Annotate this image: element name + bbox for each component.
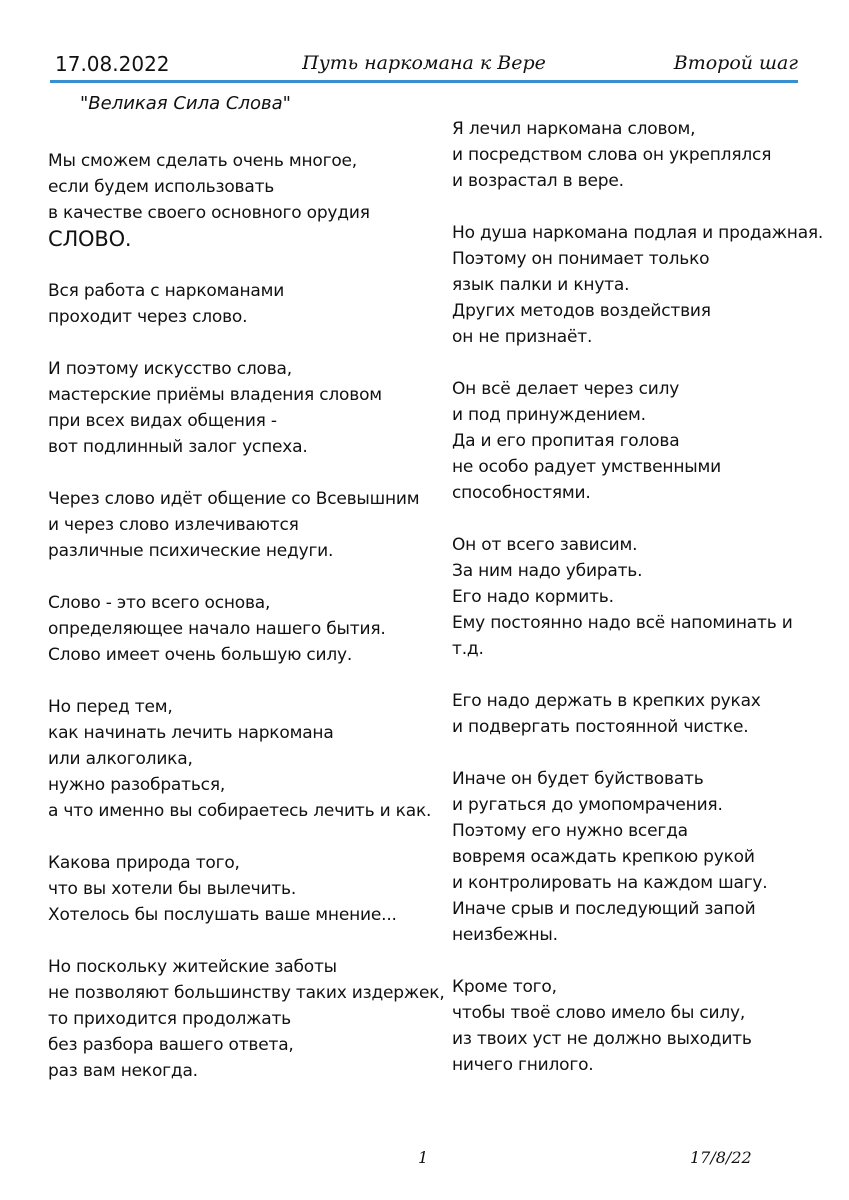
text-line: как начинать лечить наркомана — [48, 723, 334, 743]
text-line: не позволяют большинству таких издержек, — [48, 983, 445, 1003]
text-line: и контролировать на каждом шагу. — [452, 873, 768, 893]
paragraph — [452, 220, 824, 350]
header-date: 17.08.2022 — [55, 52, 170, 76]
text-line: и ругаться до умопомрачения. — [452, 795, 723, 815]
left-column — [48, 148, 445, 1110]
text-line: и через слово излечиваются — [48, 515, 299, 535]
text-line: Но поскольку житейские заботы — [48, 957, 337, 977]
text-line: и под принуждением. — [452, 405, 646, 425]
text-line: и возрастал в вере. — [452, 171, 624, 191]
text-line: то приходится продолжать — [48, 1009, 291, 1029]
text-line: или алкоголика, — [48, 749, 193, 769]
text-line: проходит через слово. — [48, 307, 248, 327]
text-line: и подвергать постоянной чистке. — [452, 717, 749, 737]
paragraph — [452, 376, 812, 506]
paragraph — [48, 278, 433, 330]
text-line: Я лечил наркомана словом, — [452, 119, 696, 139]
text-line: Иначе срыв и последующий запой — [452, 899, 756, 919]
text-line: Слово - это всего основа, — [48, 593, 271, 613]
text-line: Кроме того, — [452, 977, 557, 997]
text-line: а что именно вы собираетесь лечить и как. — [48, 801, 432, 821]
text-line: Мы сможем сделать очень многое, — [48, 151, 358, 171]
paragraph — [452, 532, 812, 662]
paragraph — [48, 486, 433, 564]
text-line: За ним надо убирать. — [452, 561, 643, 581]
text-line: Через слово идёт общение со Всевышним — [48, 489, 420, 509]
text-line: в качестве своего основного орудия — [48, 203, 370, 223]
paragraph — [48, 954, 445, 1084]
text-line: без разбора вашего ответа, — [48, 1035, 294, 1055]
text-line: способностями. — [452, 483, 591, 503]
text-line: СЛОВО. — [48, 227, 132, 251]
page-header — [50, 50, 798, 83]
text-line: Его надо держать в крепких руках — [452, 691, 761, 711]
paragraph — [452, 116, 812, 194]
text-line: нужно разобраться, — [48, 775, 226, 795]
paragraph — [48, 850, 433, 928]
text-line: не особо радует умственными — [452, 457, 721, 477]
text-line: т.д. — [452, 639, 484, 659]
text-line: Слово имеет очень большую силу. — [48, 645, 353, 665]
text-line: Но перед тем, — [48, 697, 173, 717]
text-line: при всех видах общения - — [48, 411, 277, 431]
text-line: Других методов воздействия — [452, 301, 711, 321]
header-step: Второй шаг — [673, 52, 798, 74]
text-line: из твоих уст не должно выходить — [452, 1029, 752, 1049]
text-line: Хотелось бы послушать ваше мнение... — [48, 905, 397, 925]
document-title: "Великая Сила Слова" — [80, 93, 291, 114]
text-line: Но душа наркомана подлая и продажная. — [452, 223, 824, 243]
text-line: Иначе он будет буйствовать — [452, 769, 704, 789]
text-line: вовремя осаждать крепкою рукой — [452, 847, 755, 867]
text-line: Поэтому он понимает только — [452, 249, 710, 269]
paragraph — [48, 356, 433, 460]
paragraph — [48, 148, 433, 252]
text-line: ничего гнилого. — [452, 1055, 594, 1075]
text-line: определяющее начало нашего бытия. — [48, 619, 386, 639]
text-line: Да и его пропитая голова — [452, 431, 680, 451]
text-line: вот подлинный залог успеха. — [48, 437, 308, 457]
text-line: если будем использовать — [48, 177, 275, 197]
right-column — [452, 116, 824, 1104]
footer-page-number: 1 — [418, 1148, 429, 1167]
text-line: Вся работа с наркоманами — [48, 281, 285, 301]
paragraph — [48, 694, 433, 824]
text-line: чтобы твоё слово имело бы силу, — [452, 1003, 746, 1023]
text-line: И поэтому искусство слова, — [48, 359, 292, 379]
text-line: различные психические недуги. — [48, 541, 334, 561]
text-line: неизбежны. — [452, 925, 558, 945]
paragraph — [48, 590, 433, 668]
footer-date: 17/8/22 — [690, 1148, 752, 1167]
text-line: Его надо кормить. — [452, 587, 614, 607]
text-line: язык палки и кнута. — [452, 275, 630, 295]
text-line: Он от всего зависим. — [452, 535, 638, 555]
text-line: Какова природа того, — [48, 853, 240, 873]
text-line: он не признаёт. — [452, 327, 593, 347]
header-title: Путь наркомана к Вере — [302, 52, 546, 74]
text-line: и посредством слова он укреплялся — [452, 145, 772, 165]
paragraph — [452, 766, 812, 948]
paragraph — [452, 688, 812, 740]
text-line: что вы хотели бы вылечить. — [48, 879, 297, 899]
text-line: мастерские приёмы владения словом — [48, 385, 382, 405]
paragraph — [452, 974, 812, 1078]
text-line: Ему постоянно надо всё напоминать и — [452, 613, 793, 633]
text-line: Он всё делает через силу — [452, 379, 680, 399]
text-line: раз вам некогда. — [48, 1061, 198, 1081]
text-line: Поэтому его нужно всегда — [452, 821, 688, 841]
